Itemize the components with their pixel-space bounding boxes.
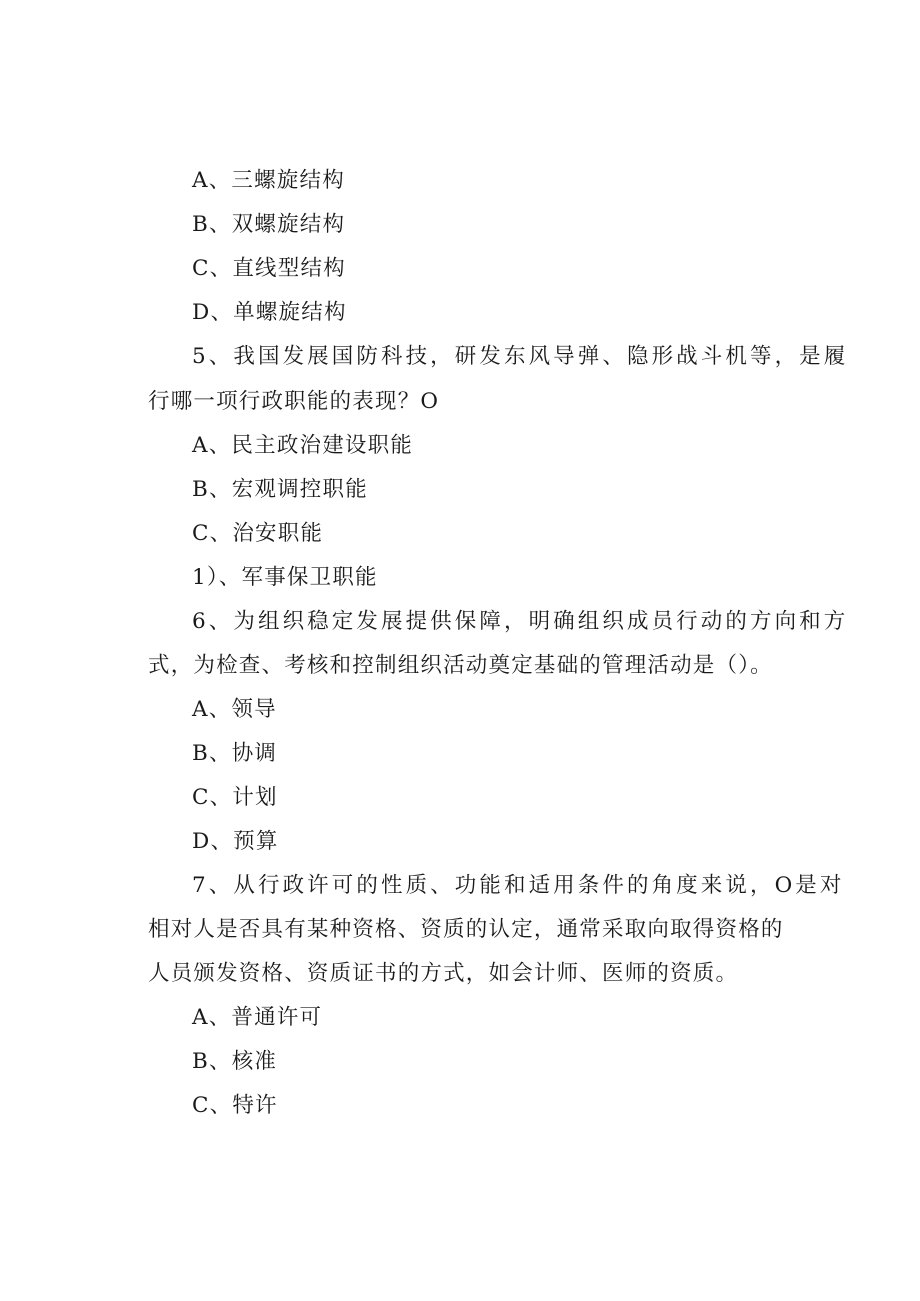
q4-option-a: A、三螺旋结构 <box>192 168 345 193</box>
q4-option-d: D、单螺旋结构 <box>192 300 347 325</box>
q5-text-line-2: 行哪一项行政职能的表现？O <box>148 389 440 414</box>
q6-text-line-1: 6、为组织稳定发展提供保障，明确组织成员行动的方向和方 <box>192 609 849 634</box>
q5-option-d: 1）、军事保卫职能 <box>192 565 378 590</box>
q4-option-c: C、直线型结构 <box>192 256 346 281</box>
q7-option-b: B、核准 <box>192 1049 278 1074</box>
q5-option-c: C、治安职能 <box>192 521 324 546</box>
q6-option-b: B、协调 <box>192 741 278 766</box>
q7-text-line-1: 7、从行政许可的性质、功能和适用条件的角度来说，O是对 <box>192 873 845 898</box>
q5-text-line-1: 5、我国发展国防科技，研发东风导弹、隐形战斗机等，是履 <box>192 344 849 369</box>
q7-text-line-3: 人员颁发资格、资质证书的方式，如会计师、医师的资质。 <box>148 961 739 986</box>
q6-option-c: C、计划 <box>192 785 278 810</box>
q5-option-b: B、宏观调控职能 <box>192 477 368 502</box>
q6-text-line-2: 式，为检查、考核和控制组织活动奠定基础的管理活动是（）。 <box>148 653 773 678</box>
q6-option-d: D、预算 <box>192 829 279 854</box>
q7-option-a: A、普通许可 <box>192 1005 323 1030</box>
q7-text-line-2: 相对人是否具有某种资格、资质的认定，通常采取向取得资格的 <box>148 917 784 942</box>
q7-option-c: C、特许 <box>192 1093 278 1118</box>
q4-option-b: B、双螺旋结构 <box>192 212 346 237</box>
q6-option-a: A、领导 <box>192 697 277 722</box>
q5-option-a: A、民主政治建设职能 <box>192 433 414 458</box>
